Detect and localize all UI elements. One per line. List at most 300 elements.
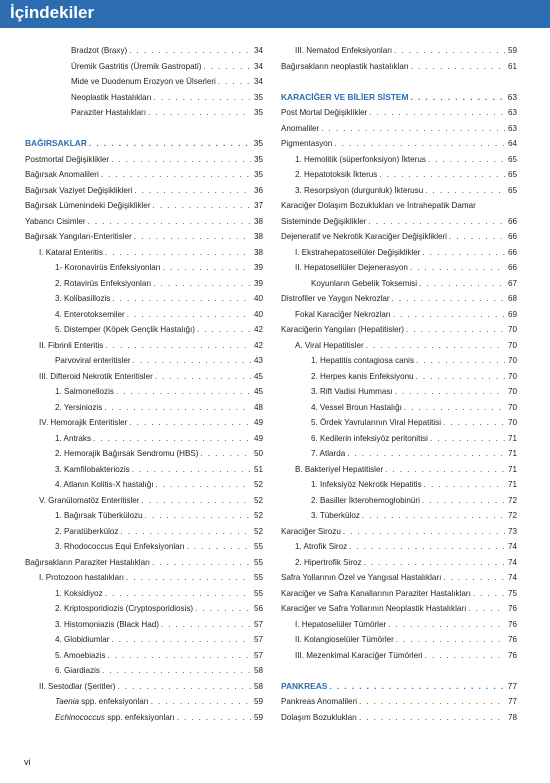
toc-page-number: 52 [253, 526, 263, 536]
toc-entry[interactable] [25, 384, 263, 400]
toc-entry-title: 3. Kamfilobakteriozis [55, 464, 130, 474]
toc-entry-title: 2. Hipertrofik Siroz [295, 557, 362, 567]
toc-page-number: 34 [253, 61, 263, 71]
toc-page-number: 52 [253, 495, 263, 505]
toc-page-number: 66 [507, 247, 517, 257]
toc-leader-dots [201, 446, 252, 462]
toc-leader-dots [411, 59, 505, 75]
toc-entry[interactable] [25, 601, 263, 617]
toc-entry[interactable] [25, 322, 263, 338]
toc-page-number: 39 [253, 263, 263, 272]
toc-leader-dots [120, 524, 251, 540]
toc-page-number: 55 [253, 542, 263, 551]
toc-entry-title: 3. Rhodococcus Equi Enfeksiyonları [55, 542, 185, 551]
toc-entry-title: 6. Giardiazis [55, 666, 100, 675]
toc-entry-title: 3. Kolibasillozis [55, 294, 111, 303]
toc-leader-dots [163, 260, 251, 276]
toc-entry[interactable] [281, 276, 517, 292]
toc-entry[interactable] [281, 400, 517, 416]
toc-entry[interactable] [281, 648, 517, 664]
toc-entry[interactable] [281, 586, 517, 602]
toc-entry[interactable] [25, 152, 263, 168]
toc-leader-dots [156, 477, 251, 493]
toc-entry[interactable] [25, 276, 263, 292]
toc-entry-title: 1. Koksidiyoz [55, 588, 103, 598]
toc-leader-dots [359, 710, 505, 726]
toc-page-number: 35 [253, 154, 263, 164]
toc-page-number: 77 [507, 680, 517, 691]
toc-leader-dots [424, 477, 505, 493]
toc-entry-title: 1- Koronavirüs Enfeksiyonları [55, 263, 161, 272]
toc-right-column [281, 43, 517, 725]
toc-leader-dots [195, 601, 251, 617]
toc-entry[interactable] [25, 415, 263, 431]
toc-page-number: 65 [507, 170, 517, 179]
toc-entry[interactable] [25, 524, 263, 540]
toc-page-number: 76 [507, 650, 517, 660]
toc-page-number: 74 [507, 557, 517, 567]
toc-entry-title: 2. Hemorajik Bağırsak Sendromu (HBS) [55, 449, 199, 458]
toc-entry-title: Üremik Gastritis (Üremik Gastropati) [71, 61, 202, 71]
toc-page-number: 71 [507, 433, 517, 443]
toc-entry[interactable] [281, 214, 517, 230]
toc-entry-title: KARACİĞER VE BİLİER SİSTEM [281, 91, 409, 102]
toc-leader-dots [321, 121, 505, 137]
toc-entry-title: II. Kolangioselüler Tümörler [295, 635, 394, 644]
toc-entry[interactable] [281, 198, 517, 214]
toc-entry[interactable] [281, 446, 517, 462]
toc-page-number: 42 [253, 325, 263, 334]
toc-leader-dots [93, 431, 251, 447]
toc-leader-dots [197, 322, 251, 338]
toc-section-heading[interactable] [25, 136, 263, 152]
toc-leader-dots [369, 105, 505, 121]
toc-page-number: 58 [253, 681, 263, 691]
toc-page-number: 45 [253, 371, 263, 381]
toc-entry-title: Bağırsak Anomalileri [25, 170, 99, 179]
toc-spacer [281, 663, 517, 679]
toc-page-number: 57 [253, 619, 263, 629]
toc-entry-title: Bağırsakların neoplastik hastalıkları [281, 61, 409, 71]
toc-page-number: 74 [507, 573, 517, 582]
toc-entry[interactable] [281, 353, 517, 369]
toc-entry-title: Parvoviral enteritisler [55, 356, 131, 365]
toc-leader-dots [425, 648, 505, 664]
header-banner [0, 0, 550, 28]
toc-entry[interactable] [281, 555, 517, 571]
toc-entry[interactable] [25, 632, 263, 648]
toc-leader-dots [116, 384, 251, 400]
toc-leader-dots [392, 291, 505, 307]
toc-page-number: 37 [253, 201, 263, 210]
toc-page-number: 34 [253, 46, 263, 55]
toc-leader-dots [443, 570, 505, 586]
toc-page-number: 70 [507, 325, 517, 334]
toc-page-number: 63 [507, 91, 517, 102]
toc-entry[interactable] [281, 508, 517, 524]
toc-leader-dots [148, 105, 251, 121]
toc-entry-title: Bağırsak Vaziyet Değişiklikleri [25, 185, 133, 195]
toc-leader-dots [153, 198, 251, 214]
toc-entry[interactable] [281, 431, 517, 447]
toc-entry[interactable] [25, 555, 263, 571]
toc-page-number: 61 [507, 61, 517, 71]
toc-page-number: 49 [253, 418, 263, 427]
toc-page-number: 38 [253, 216, 263, 226]
toc-page-number: 73 [507, 526, 517, 536]
toc-page-number: 67 [507, 278, 517, 288]
toc-entry[interactable] [281, 617, 517, 633]
toc-entry-title: 1. Antraks [55, 433, 91, 443]
toc-page-number: 65 [507, 185, 517, 195]
toc-page-number: 48 [253, 402, 263, 412]
toc-entry-title: 3. Resorpsiyon (durgunluk) İkterusu [295, 185, 424, 195]
toc-page-number: 49 [253, 433, 263, 443]
toc-leader-dots [161, 617, 251, 633]
toc-leader-dots [404, 400, 505, 416]
toc-page-number: 51 [253, 464, 263, 474]
toc-page-number: 58 [253, 666, 263, 675]
toc-entry[interactable] [25, 400, 263, 416]
toc-page-number: 38 [253, 247, 263, 257]
toc-entry[interactable] [25, 508, 263, 524]
toc-entry-title: Karaciğer ve Safra Yollarının Neoplastik Hastalıkları [281, 604, 467, 613]
toc-entry[interactable] [25, 617, 263, 633]
toc-left-column [25, 43, 263, 725]
toc-entry[interactable] [281, 167, 517, 183]
toc-entry-title: 4. Enterotoksemiler [55, 309, 125, 319]
toc-entry[interactable] [25, 694, 263, 710]
toc-page-number: 56 [253, 604, 263, 613]
toc-entry-title: 1. Salmonellozis [55, 387, 114, 396]
toc-entry-title: BAĞIRSAKLAR [25, 138, 87, 148]
toc-page-number: 69 [507, 309, 517, 319]
toc-entry[interactable] [25, 214, 263, 230]
toc-leader-dots [88, 214, 251, 230]
toc-leader-dots [111, 632, 251, 648]
toc-entry-title: 2. Herpes kanis Enfeksiyonu [311, 371, 414, 381]
toc-entry-title: B. Bakteriyel Hepatitisler [295, 464, 384, 474]
page-number: vi [24, 757, 31, 767]
toc-page-number: 59 [253, 712, 263, 722]
toc-entry[interactable] [281, 105, 517, 121]
toc-entry-title: 2. Paratüberküloz [55, 526, 119, 536]
toc-leader-dots [129, 43, 251, 59]
toc-leader-dots [388, 617, 505, 633]
toc-page-number: 38 [253, 232, 263, 241]
toc-leader-dots [105, 338, 251, 354]
toc-entry-title: I. Kataral Enteritis [39, 247, 103, 257]
toc-entry[interactable] [25, 74, 263, 90]
toc-entry-title: 1. Atrofik Siroz [295, 542, 348, 551]
toc-spacer [25, 121, 263, 137]
toc-entry[interactable] [281, 601, 517, 617]
toc-entry-title: 2. Yersiniozis [55, 402, 103, 412]
toc-page-number: 77 [507, 697, 517, 706]
toc-entry-title: 5. Amoebiazis [55, 650, 106, 660]
toc-page-number: 70 [507, 387, 517, 396]
toc-leader-dots [334, 136, 505, 152]
toc-page-number: 70 [507, 402, 517, 412]
toc-leader-dots [428, 152, 505, 168]
toc-leader-dots [203, 59, 251, 75]
toc-leader-dots [343, 524, 505, 540]
toc-spacer [281, 74, 517, 90]
toc-page-number: 35 [253, 138, 263, 148]
toc-leader-dots [422, 493, 505, 509]
toc-leader-dots [177, 710, 251, 726]
toc-entry-title: 4. Globidiumlar [55, 635, 110, 644]
toc-entry[interactable] [25, 648, 263, 664]
toc-page-number: 59 [253, 697, 263, 706]
toc-page-number: 70 [507, 340, 517, 350]
toc-page-number: 70 [507, 356, 517, 365]
toc-leader-dots [411, 90, 506, 106]
toc-entry-title: 1. Bağırsak Tüberkülozu [55, 511, 143, 520]
toc-entry[interactable] [25, 431, 263, 447]
toc-leader-dots [126, 570, 251, 586]
toc-page-number: 35 [253, 170, 263, 179]
toc-leader-dots [152, 555, 251, 571]
toc-entry[interactable] [281, 322, 517, 338]
toc-page-number: 71 [507, 449, 517, 458]
toc-entry-title: 2. Kriptosporidiozis (Cryptosporidiosis) [55, 604, 194, 613]
toc-entry-title: Yabancı Cisimler [25, 216, 86, 226]
toc-entry-title: III. Difteroid Nekrotik Enteritisler [39, 371, 153, 381]
toc-entry[interactable] [25, 493, 263, 509]
toc-leader-dots [368, 214, 505, 230]
toc-entry-title: 1. Hepatitis contagiosa canis [311, 356, 415, 365]
toc-entry[interactable] [281, 43, 517, 59]
toc-page-number: 36 [253, 185, 263, 195]
toc-entry[interactable] [25, 307, 263, 323]
toc-entry[interactable] [25, 570, 263, 586]
toc-entry[interactable] [281, 710, 517, 726]
toc-entry[interactable] [281, 524, 517, 540]
toc-entry[interactable] [281, 415, 517, 431]
toc-page-number: 35 [253, 92, 263, 102]
toc-entry[interactable] [281, 493, 517, 509]
toc-leader-dots [366, 338, 505, 354]
toc-entry-title: 2. Basiller İkterohemoglobinüri [311, 495, 420, 505]
toc-leader-dots [449, 229, 505, 245]
toc-page-number: 34 [253, 77, 263, 86]
toc-page-number: 55 [253, 588, 263, 598]
toc-entry[interactable] [25, 105, 263, 121]
toc-leader-dots [329, 679, 505, 695]
toc-entry-title: 3. Tüberküloz [311, 511, 360, 520]
toc-entry-title: Bağırsak Yangıları-Enteritisler [25, 232, 132, 241]
toc-page-number: 59 [507, 46, 517, 55]
toc-entry[interactable] [25, 338, 263, 354]
toc-page-number: 57 [253, 635, 263, 644]
toc-leader-dots [393, 307, 505, 323]
toc-page-number: 72 [507, 495, 517, 505]
toc-entry[interactable] [25, 369, 263, 385]
toc-entry[interactable] [25, 446, 263, 462]
toc-entry-title: Koyunların Gebelik Toksemisi [311, 278, 418, 288]
toc-entry[interactable] [25, 183, 263, 199]
toc-entry-title: A. Viral Hepatitisler [295, 340, 364, 350]
toc-entry-title: II. Hepatosellüler Dejenerasyon [295, 263, 408, 272]
toc-entry[interactable] [25, 539, 263, 555]
toc-entry[interactable] [25, 477, 263, 493]
toc-leader-dots [187, 539, 251, 555]
toc-page-number: 72 [507, 511, 517, 520]
toc-entry-title: 5. Ördek Yavrularının Viral Hepatitisi [311, 418, 442, 427]
toc-leader-dots [117, 679, 251, 695]
toc-entry[interactable] [281, 245, 517, 261]
toc-page-number: 55 [253, 557, 263, 567]
toc-entry[interactable] [281, 183, 517, 199]
toc-leader-dots [396, 632, 505, 648]
toc-page-number: 66 [507, 216, 517, 226]
toc-page-number: 63 [507, 123, 517, 133]
toc-entry-title: 6. Kedilerin infeksiyöz peritonitisi [311, 433, 428, 443]
toc-entry[interactable] [25, 462, 263, 478]
toc-page-number: 78 [507, 712, 517, 722]
toc-entry-title: Postmortal Değişiklikler [25, 154, 110, 164]
toc-leader-dots [145, 508, 251, 524]
toc-entry[interactable] [281, 291, 517, 307]
toc-page-number: 66 [507, 232, 517, 241]
toc-entry[interactable] [25, 59, 263, 75]
toc-leader-dots [419, 276, 505, 292]
toc-entry-title: 4. Atlanın Kolitis-X hastalığı [55, 480, 154, 489]
toc-page-number: 57 [253, 650, 263, 660]
toc-leader-dots [443, 415, 505, 431]
toc-entry-title: Karaciğerin Yangıları (Hepatitisler) [281, 325, 404, 334]
toc-entry[interactable] [281, 462, 517, 478]
toc-page-number: 66 [507, 263, 517, 272]
toc-leader-dots [112, 291, 251, 307]
toc-page-number: 45 [253, 387, 263, 396]
toc-entry-title: III. Mezenkimal Karaciğer Tümörleri [295, 650, 423, 660]
toc-leader-dots [155, 369, 251, 385]
toc-entry[interactable] [25, 353, 263, 369]
toc-entry-title: 7. Atlarda [311, 449, 346, 458]
toc-entry-title: I. Ekstrahepatosellüler Değişiklikler [295, 247, 421, 257]
toc-entry[interactable] [281, 121, 517, 137]
toc-entry[interactable] [25, 679, 263, 695]
toc-entry[interactable] [25, 167, 263, 183]
toc-entry-title: Pankreas Anomalileri [281, 697, 358, 706]
toc-entry[interactable] [281, 260, 517, 276]
toc-leader-dots [416, 369, 505, 385]
toc-leader-dots [395, 384, 505, 400]
toc-leader-dots [347, 446, 505, 462]
toc-entry[interactable] [281, 338, 517, 354]
toc-entry-title: 2. Rotavirüs Enfeksiyonları [55, 278, 152, 288]
toc-entry-title: Karaciğer Dolaşım Bozuklukları ve İntrahepatik Damar [281, 201, 476, 210]
toc-entry-title: 1. Infeksiyöz Nekrotik Hepatitis [311, 480, 422, 489]
toc-section-heading[interactable] [281, 679, 517, 695]
toc-entry-title: I. Protozoon hastalıkları [39, 573, 125, 582]
toc-entry-title: Taenia spp. enfeksiyonları [55, 697, 149, 706]
toc-entry-title: 2. Hepatotoksik İkterus [295, 170, 378, 179]
toc-entry[interactable] [281, 477, 517, 493]
toc-entry-title: Neoplastik Hastalıkları [71, 92, 152, 102]
toc-entry[interactable] [281, 229, 517, 245]
toc-leader-dots [134, 229, 251, 245]
toc-entry[interactable] [281, 136, 517, 152]
toc-entry-title: Pigmentasyon [281, 139, 333, 148]
toc-entry[interactable] [25, 663, 263, 679]
toc-entry-title: Echinococcus spp. enfeksiyonları [55, 712, 175, 722]
toc-entry[interactable] [281, 369, 517, 385]
toc-entry[interactable] [25, 198, 263, 214]
toc-leader-dots [89, 136, 251, 152]
toc-leader-dots [218, 74, 251, 90]
toc-entry-title: Dolaşım Bozuklukları [281, 712, 358, 722]
toc-entry[interactable] [281, 152, 517, 168]
toc-entry[interactable] [25, 90, 263, 106]
toc-page-number: 52 [253, 480, 263, 489]
toc-page-number: 63 [507, 108, 517, 117]
toc-entry[interactable] [281, 570, 517, 586]
toc-entry-title: Mide ve Duodenum Erozyon ve Ülserleri [71, 77, 216, 86]
toc-page-number: 70 [507, 418, 517, 427]
toc-leader-dots [364, 555, 505, 571]
toc-entry[interactable] [25, 586, 263, 602]
toc-leader-dots [107, 648, 251, 664]
toc-leader-dots [111, 152, 251, 168]
toc-page-number: 35 [253, 108, 263, 117]
toc-entry[interactable] [25, 710, 263, 726]
toc-entry-title: Karaciğer ve Safra Kanallarının Paraziter Hastalıkları [281, 588, 471, 598]
toc-page-number: 40 [253, 294, 263, 303]
toc-entry[interactable] [281, 694, 517, 710]
toc-entry[interactable] [25, 229, 263, 245]
toc-leader-dots [129, 415, 251, 431]
toc-leader-dots [105, 586, 251, 602]
toc-leader-dots [134, 183, 251, 199]
toc-entry[interactable] [281, 632, 517, 648]
toc-page-number: 68 [507, 294, 517, 303]
toc-entry[interactable] [281, 59, 517, 75]
toc-leader-dots [430, 431, 505, 447]
toc-page-number: 74 [507, 542, 517, 551]
toc-leader-dots [132, 462, 251, 478]
toc-entry[interactable] [281, 384, 517, 400]
toc-page-number: 71 [507, 464, 517, 474]
toc-entry-title: II. Fibrinli Enteritis [39, 340, 104, 350]
toc-entry[interactable] [25, 43, 263, 59]
toc-entry[interactable] [281, 307, 517, 323]
toc-leader-dots [133, 353, 251, 369]
toc-entry-title: Dejeneratif ve Nekrotik Karaciğer Değişiklikleri [281, 232, 447, 241]
toc-section-heading[interactable] [281, 90, 517, 106]
toc-entry-title: 3. Rift Vadisi Humması [311, 387, 393, 396]
toc-entry-title: 4. Vessel Broun Hastalığı [311, 402, 402, 412]
toc-entry[interactable] [281, 539, 517, 555]
toc-entry-title: Safra Yollarının Özel ve Yangısal Hastalıkları [281, 573, 442, 582]
toc-entry-title: Post Mortal Değişiklikler [281, 108, 368, 117]
toc-page-number: 40 [253, 309, 263, 319]
page-title: İçindekiler [10, 3, 95, 22]
toc-page-number: 39 [253, 278, 263, 288]
toc-entry-title: PANKREAS [281, 680, 328, 691]
toc-page-number: 70 [507, 371, 517, 381]
toc-leader-dots [410, 260, 505, 276]
toc-page-number: 50 [253, 449, 263, 458]
toc-leader-dots [385, 462, 505, 478]
toc-entry[interactable] [25, 245, 263, 261]
toc-leader-dots [127, 307, 251, 323]
toc-entry[interactable] [25, 260, 263, 276]
toc-entry[interactable] [25, 291, 263, 307]
toc-leader-dots [362, 508, 505, 524]
